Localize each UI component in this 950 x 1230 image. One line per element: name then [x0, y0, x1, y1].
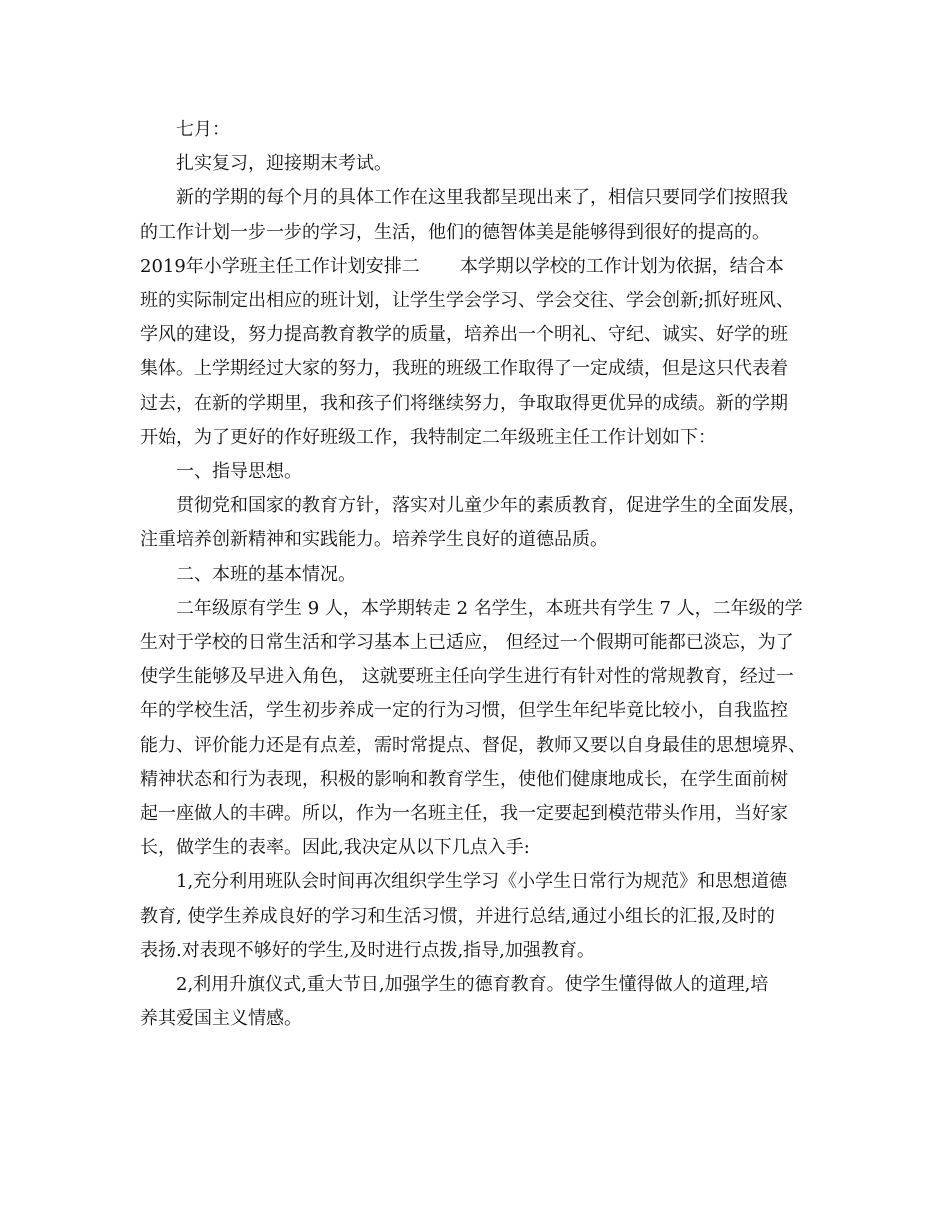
text-line: 班的实际制定出相应的班计划，让学生学会学习、学会交往、学会创新;抓好班风、 [140, 290, 795, 312]
text-line: 年的学校生活，学生初步养成一定的行为习惯，但学生年纪毕竟比较小，自我监控 [140, 700, 788, 722]
text-line: 能力、评价能力还是有点差，需时常提点、督促，教师又要以自身最佳的思想境界、 [140, 734, 806, 756]
text-line: 长，做学生的表率。因此,我决定从以下几点入手: [140, 837, 530, 859]
text-line: 生对于学校的日常生活和学习基本上已适应， 但经过一个假期可能都已淡忘，为了 [140, 632, 794, 654]
text-line: 的工作计划一步一步的学习，生活，他们的德智体美是能够得到很好的提高的。 [140, 221, 770, 243]
section-heading-guiding-ideology: 一、指导思想。 [176, 461, 302, 483]
text-line: 起一座做人的丰碑。所以，作为一名班主任，我一定要起到模范带头作用，当好家 [140, 803, 788, 825]
text-line: 新的学期的每个月的具体工作在这里我都呈现出来了，相信只要同学们按照我 [176, 187, 788, 209]
text-line: 集体。上学期经过大家的努力，我班的班级工作取得了一定成绩，但是这只代表着 [140, 358, 788, 380]
list-item-1: 1,充分利用班队会时间再次组织学生学习《小学生日常行为规范》和思想道德 [176, 871, 788, 893]
text-line: 养其爱国主义情感。 [140, 1008, 302, 1030]
text-line: 二年级原有学生 9 人，本学期转走 2 名学生，本班共有学生 7 人，二年级的学 [176, 597, 803, 619]
text-content: 本学期以学校的工作计划为依据，结合本 [459, 255, 784, 277]
text-line: 表扬.对表现不够好的学生,及时进行点拨,指导,加强教育。 [140, 939, 595, 961]
text-line: 过去，在新的学期里，我和孩子们将继续努力，争取取得更优异的成绩。新的学期 [140, 392, 788, 414]
section-heading-class-situation: 二、本班的基本情况。 [176, 563, 356, 585]
text-line: 精神状态和行为表现，积极的影响和教育学生，使他们健康地成长，在学生面前树 [140, 768, 788, 790]
section-title: 2019年小学班主任工作计划安排二 [140, 255, 420, 277]
text-line: 使学生能够及早进入角色， 这就要班主任向学生进行有针对性的常规教育，经过一 [140, 666, 794, 688]
text-line: 扎实复习，迎接期末考试。 [176, 153, 392, 175]
text-line: 开始，为了更好的作好班级工作，我特制定二年级班主任工作计划如下： [140, 426, 716, 448]
text-line: 注重培养创新精神和实践能力。培养学生良好的道德品质。 [140, 529, 608, 551]
text-line: 学风的建设，努力提高教育教学的质量，培养出一个明礼、守纪、诚实、好学的班 [140, 324, 788, 346]
document-page [140, 113, 810, 1036]
text-line: 七月： [176, 119, 230, 140]
text-line: 贯彻党和国家的教育方针，落实对儿童少年的素质教育，促进学生的全面发展， [176, 495, 806, 517]
text-line: 教育, 使学生养成良好的学习和生活习惯，并进行总结,通过小组长的汇报,及时的 [140, 905, 775, 927]
list-item-2: 2,利用升旗仪式,重大节日,加强学生的德育教育。使学生懂得做人的道理,培 [176, 974, 769, 996]
text-line-with-title [140, 250, 810, 284]
